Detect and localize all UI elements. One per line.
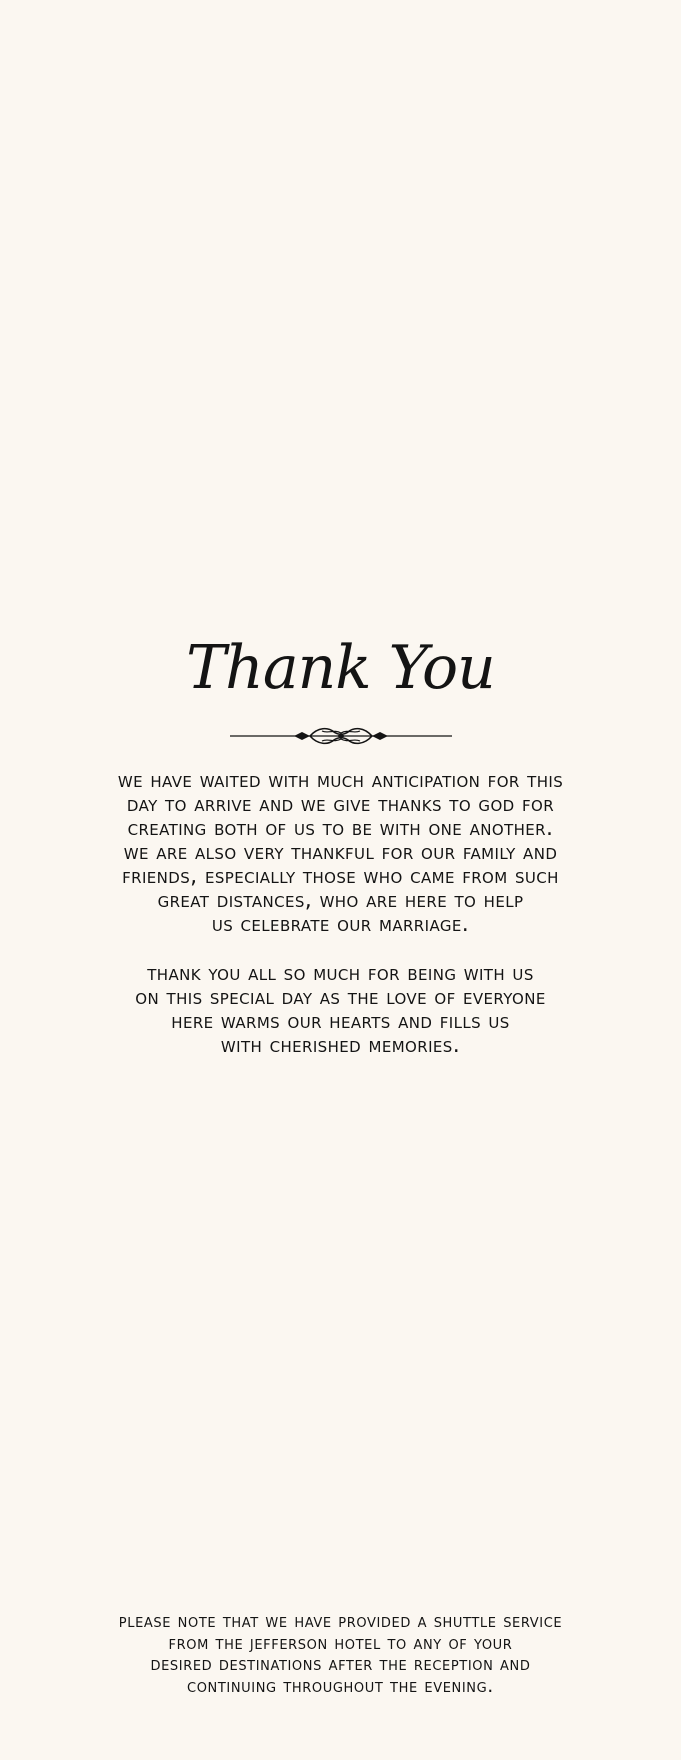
paragraph1-line: friends, especially those who came from such <box>122 864 559 889</box>
flourish-divider-icon <box>230 726 452 746</box>
paragraph-thanks-guests <box>40 962 641 1058</box>
heading-thank-you: Thank You <box>186 633 495 703</box>
note-line: please note that we have provided a shuttle service <box>118 1610 563 1632</box>
paragraph1-line: great distances, who are here to help <box>157 888 524 913</box>
paragraph-gratitude <box>40 769 641 937</box>
paragraph2-line: on this special day as the love of everyone <box>135 985 546 1010</box>
note-line: from the jefferson hotel to any of your <box>168 1631 513 1654</box>
shuttle-note <box>40 1611 641 1697</box>
paragraph1-line: we are also very thankful for our family and <box>123 840 558 865</box>
paragraph1-line: creating both of us to be with one another. <box>127 816 554 841</box>
paragraph1-line: day to arrive and we give thanks to god for <box>126 792 555 817</box>
paragraph2-line: with cherished memories. <box>220 1033 461 1058</box>
paragraph2-line: here warms our hearts and fills us <box>171 1009 510 1034</box>
paragraph1-line: we have waited with much anticipation for this <box>117 768 564 793</box>
paragraph1-line: us celebrate our marriage. <box>211 912 470 937</box>
note-line: continuing throughout the evening. <box>187 1674 494 1697</box>
note-line: desired destinations after the reception and <box>150 1653 531 1675</box>
paragraph2-line: thank you all so much for being with us <box>147 961 534 986</box>
